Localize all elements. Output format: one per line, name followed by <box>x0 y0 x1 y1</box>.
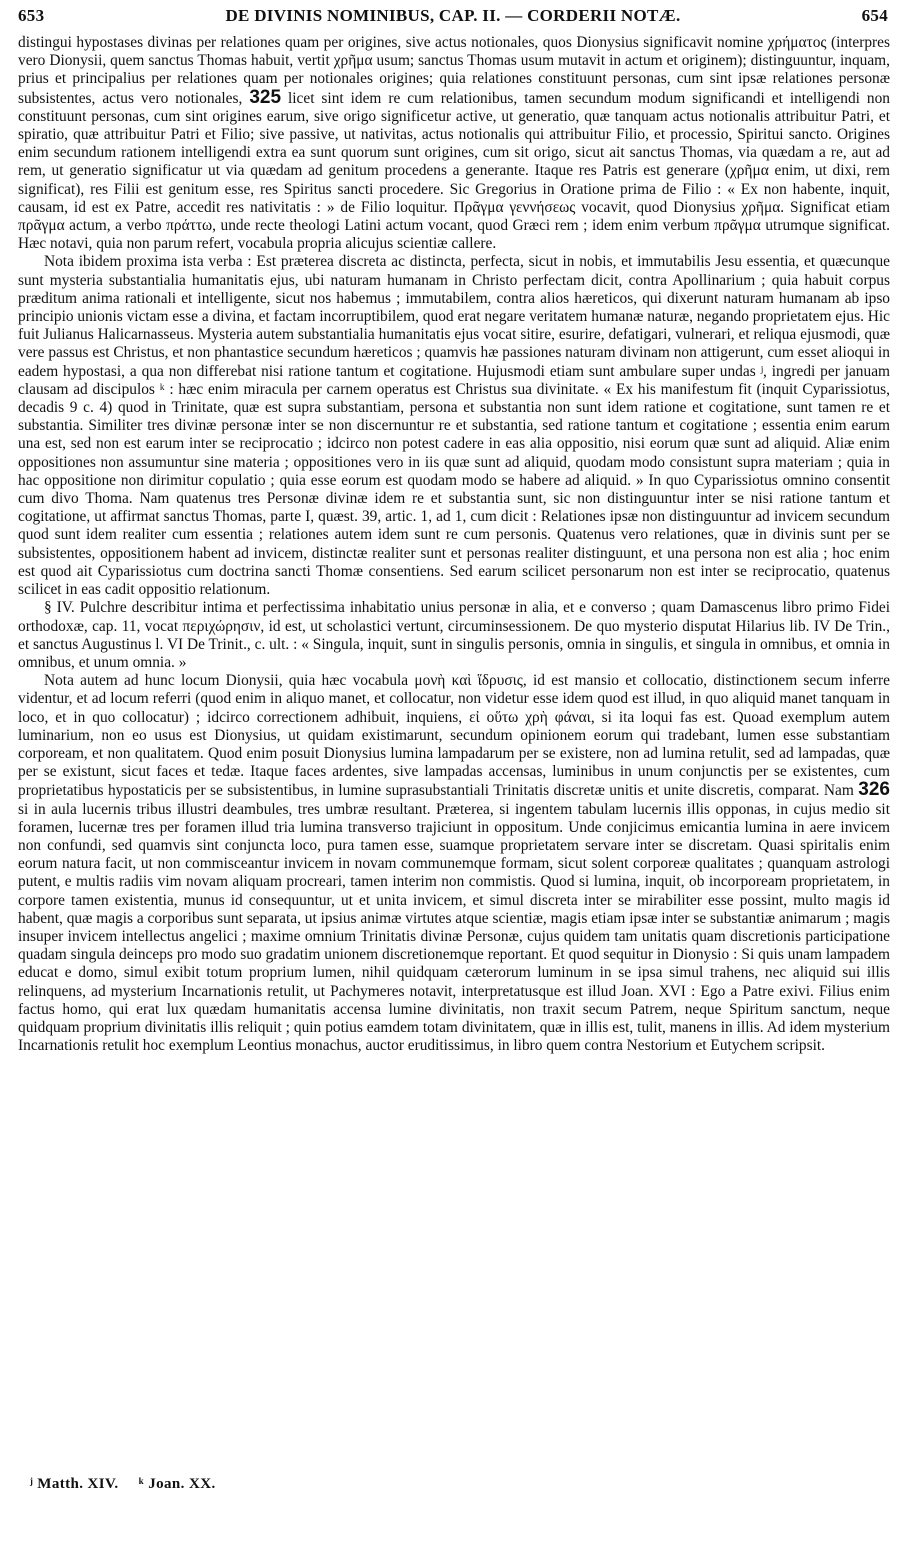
paragraph: § IV. Pulchre describitur intima et perfectissima inhabitatio unius personæ in alia, et e converso ; quam Damascenus libro primo Fidei orthodoxæ, cap. 11, vocat περιχώρησιν, id est, ut scholastici vertunt, circuminsessionem. De quo mysterio disputat Hilarius lib. IV De Trin., et sanctus Augustinus l. VI De Trinit., c. ult. : « Singula, inquit, sunt in singulis personis, omnia in singulis, et singula in omnibus, et omnia in omnibus, et unum omnia. » <box>18 599 890 671</box>
paragraph <box>18 672 890 1055</box>
page-number-right: 654 <box>861 6 888 25</box>
main-text <box>18 34 890 1055</box>
running-header <box>18 6 888 34</box>
footnotes <box>30 1476 216 1493</box>
page-number-left: 653 <box>18 6 45 25</box>
footnote: ʲ Matth. XIV. <box>30 1476 119 1492</box>
running-title: DE DIVINIS NOMINIBUS, CAP. II. — CORDERII NOTÆ. <box>225 6 681 25</box>
paragraph-text: si in aula lucernis tribus illustri deambules, tres umbræ resultant. Præterea, si ingentem tabulam lucernis illis opponas, in cujus medio sit foramen, lucernæ tres per foramen illud tria lumina transverso trajiciunt in oppositum. Unde conjicimus emicantia lumina in aere invicem non confundi, sed quamvis sint conjuncta loco, pura tamen esse, suamque proprietatem servare inter se discretam. Quasi spiritalis enim eorum natura facit, ut non commisceantur invicem in novam communemque formam, sicut solent corporeæ qualitates ; quanquam astrologi putent, e multis radiis vim novam aliquam procreari, tamen interim non commistis. Quod si lumina, inquit, ob incorpoream proprietatem, in corpore tamen existentia, munus id consequuntur, ut et unita invicem, et simul discreta inter se mirabiliter esse possint, multo magis id habent, quæ magis a corporibus sunt separata, ut ipsius animæ virtutes atque scientiæ, magis etiam ipsæ inter se substantiæ animarum ; magis insuper invicem intellectus angelici ; maxime omnium Trinitatis divinæ Personæ, cujus quidem tam unitatis quam discretionis participatione quadam singula deinceps pro modo suo gradatim unionem discretionemque reportant. Et quod sequitur in Dionysio : Si quis unam lampadem educat e domo, simul exibit totum proprium lumen, nihil quidquam cæterorum luminum in se ipsa simul trahens, nec aliquid sui illis relinquens, ad mysterium Incarnationis retulit, ut Pachymeres notavit, interpretatusque est illud Joan. XVI : Ego a Patre exivi. Filius enim factus homo, qui erat lux quædam humanitatis accensa lumine divinitatis, non traxit secum Patrem, neque Spiritum sanctum, neque quidquam proprium divinitatis illis reliquit ; quin potius eamdem totam divinitatem, quæ in illis est, tulit, manens in illis. Ad idem mysterium Incarnationis retulit hoc exemplum Leontius monachus, auctor eruditissimus, in libro quem contra Nestorium et Eutychem scripsit. <box>18 800 890 1055</box>
paragraph: Nota ibidem proxima ista verba : Est præterea discreta ac distincta, perfecta, sicut in nobis, et immutabilis Jesu essentia, et quæcunque sunt mysteria substantialia humanitatis ejus, ubi naturam humanam in Christo perfectam dicit, contra Apollinarium ; quia habuit corpus præditum anima rationali et intelligente, sicut nos habemus ; immutabilem, contra alios hæreticos, qui dixerunt naturam humanam ab ipso principio unionis victam esse a divina, et factam incorruptibilem, quod erat negare veritatem humanæ naturæ, negando proprietatem ejus. Hic fuit Julianus Halicarnasseus. Mysteria autem substantialia humanitatis ejus vocat sitire, esurire, defatigari, vulnerari, et reliqua ejusmodi, quæ vere passus est Christus, et non phantastice secundum hæreticos ; quamvis hæ passiones naturam divinam non attigerunt, cum esset alioqui in eadem hypostasi, a qua non differebat nisi ratione tantum et cogitatione. Hujusmodi etiam sunt ambulare super undas ʲ, ingredi per januam clausam ad discipulos ᵏ : hæc enim miracula per carnem operatus est Christus sua divinitate. « Ex his manifestum fit (inquit Cyparissiotus, decadis 9 c. 4) quod in Trinitate, quæ est supra substantiam, persona et substantia non sunt idem ratione et cogitatione, sunt tamen re et substantia. Similiter tres divinæ personæ inter se non discernuntur re et substantia, sed ratione tantum et cogitatione ; essentia enim earum una est, sed non est earum inter se reciprocatio ; idcirco non potest cadere in eas alia oppositio, nisi eorum quæ sunt ad aliquid. Aliæ enim oppositiones non assumuntur sine materia ; oppositiones vero in iis quæ sunt ad aliquid, quodam modo consistunt supra materiam ; quia in hac oppositione non dirimitur copulatio ; quia esse eorum est quodam modo se habere ad aliquid. » In quo Cyparissiotus omnino consentit cum divo Thoma. Nam quatenus tres Personæ divinæ idem re et substantia sunt, sic non distinguuntur inter se nisi ratione tantum et cogitatione, ut affirmat sanctus Thomas, parte I, quæst. 39, artic. 1, ad 1, cum dicit : Relationes ipsæ non distinguuntur ad invicem secundum quod sunt idem realiter cum essentia ; relationes autem idem sunt re cum personis. Quatenus vero relationes, quæ in divinis sunt per se subsistentes, oppositionem habent ad invicem, distinctæ realiter sunt et personas realiter distinguunt, et una persona non est alia ; hoc enim est quod ait Cyparissiotus cum doctrina sancti Thomæ consentiens. Sed earum scilicet personarum non est inter se reciprocatio, quatenus scilicet in eas cadit oppositio relationum. <box>18 253 890 599</box>
paragraph-text: distingui hypostases divinas per relationes quam per origines, sive actus notionales, quos Dionysius significavit nomine χρήματος (interpres vero Dionysii, quem sanctus Thomas habuit, vertit χρῆμα usum; sanctus Thomas usum mutavit in actum et originem); distinguuntur, inquam, prius et principalius per relationes quam per notionales origines; quia relationes constituunt personas, cum sint ipsæ relationes personæ subsistentes, actus vero notionales, <box>18 34 890 107</box>
margin-number: 325 <box>249 86 282 108</box>
paragraph <box>18 34 890 253</box>
paragraph-text: Nota autem ad hunc locum Dionysii, quia hæc vocabula μονὴ καὶ ἵδρυσις, id est mansio et collocatio, distinctionem secum inferre videntur, et ad locum referri (quod enim in aliquo manet, et collocatur, non videtur esse idem quod est illud, in quo aliquid manet tanquam in loco, et in quo collocatur) ; idcirco correctionem adhibuit, inquiens, εἰ οὕτω χρὴ φάναι, si ita loqui fas est. Quoad exemplum autem luminarium, non eo usus est Dionysius, ut quidam existimarunt, secundum opinionem eorum qui tradebant, lumen esse substantiam corpoream, et non qualitatem. Quod enim posuit Dionysius lumina lampadarum per se existere, non ad lumina retulit, sed ad lampadas, quæ per se existunt, sicut faces et tedæ. Itaque faces ardentes, sive lampadas accensas, luminibus in unum conjunctis per se existentes, cum proprietatibus hypostaticis per se subsistentibus, in lumine suprasubstantiali Trinitatis discretæ unitis et unite discretis, comparat. Nam <box>18 672 890 800</box>
paragraph-text: licet sint idem re cum relationibus, tamen secundum modum significandi et intelligendi non constituunt personas, cum sint origines earum, sive origo significetur active, ut generatio, quæ tanquam actus notionalis attribuitur Patri, et spiratio, quæ attribuitur Patri et Filio; sive passive, ut nativitas, actus notionalis qui attribuitur Filio, et processio, Spiritui sancto. Origines enim secundum rationem intelligendi extra ea sunt quorum sunt origines, cum sit origo, sicut ait sanctus Thomas, via quædam a re, aut ad rem, ut generatio significatur ut via quædam ad genitum procedens a generante. Itaque res Patris est generare (χρῆμα enim, ut dixi, rem significat), res Filii est genitum esse, res Spiritus sancti procedere. Sic Gregorius in Oratione prima de Filio : « Ex non habente, inquit, causam, id est ex Patre, accedit res nativitatis : » de Filio loquitur. Πρᾶγμα γεννήσεως vocavit, quod Dionysius χρῆμα. Significat etiam πρᾶγμα actum, a verbo πράττω, unde recte theologi Latini actum vocant, quod Græci rem ; idem enim verbum πρᾶγμα utrumque significat. Hæc notavi, quia non parum refert, vocabula propria alicujus scientiæ callere. <box>18 89 890 253</box>
margin-number: 326 <box>858 779 890 801</box>
footnote: ᵏ Joan. XX. <box>138 1476 216 1492</box>
